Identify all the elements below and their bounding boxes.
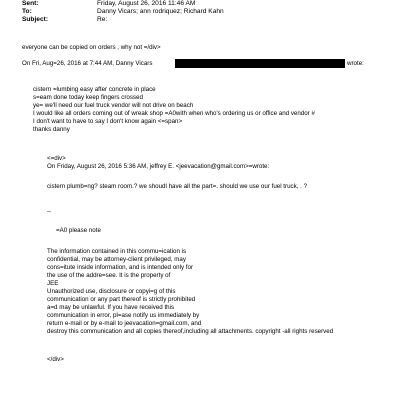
- disclaimer-line-8: a=d may be unlawful. If you have received this: [47, 304, 175, 311]
- jeff-intro: On Friday, August 26, 2016 5:36 AM, jeffrey E. <jeevacation@gmail.com>=wrote:: [47, 163, 270, 170]
- disclaimer-line-6: Unauthorized use, disclosure or copyi=g of this: [47, 288, 176, 295]
- disclaimer-line-3: cons=itute inside information, and is intended only for: [47, 264, 194, 271]
- closing-div: </div>: [47, 356, 64, 363]
- sent-row: [22, 0, 195, 8]
- sent-value: Friday, August 26, 2016 11:46 AM: [97, 0, 196, 7]
- disclaimer-line-4: the use of the addre=see. It is the property of: [47, 272, 171, 279]
- to-label: To:: [22, 8, 32, 15]
- disclaimer-line-5: JEE: [47, 280, 59, 287]
- div-tag: <=div>: [47, 155, 66, 162]
- redaction-bar: [175, 59, 345, 68]
- to-row: [22, 8, 224, 16]
- danny-line-6: thanks danny: [33, 126, 70, 133]
- subject-value: Re:: [97, 16, 108, 23]
- danny-line-4: I would like all orders coming out of wreak shop =A0with when who's ordering us or office and vendor #: [33, 110, 315, 117]
- danny-line-1: cistern =lumbing easy after concrete in place: [33, 86, 156, 93]
- disclaimer-line-10: return e-mail or by e-mail to jeevacation=gmail.com, and: [47, 320, 202, 327]
- body-line-copied: everyone can be copied on orders , why not =/div>: [22, 44, 161, 51]
- subject-row: [22, 16, 107, 24]
- danny-line-5: I don't want to have to say I don't know again <=span>: [33, 118, 183, 125]
- reply-intro-start: On Fri, Aug=26, 2016 at 7:44 AM, Danny Vicars: [22, 60, 153, 67]
- to-value: Danny Vicars; ann rodriquez; Richard Kahn: [97, 8, 224, 15]
- danny-line-2: s=eam done today keep fingers crossed: [33, 94, 143, 101]
- disclaimer-line-11: destroy this communication and all copies thereof,including all attachments. copyright -all rights reserved: [47, 328, 334, 335]
- subject-label: Subject:: [22, 16, 49, 23]
- sent-label: Sent:: [22, 0, 39, 7]
- please-note: =A0 please note: [56, 227, 101, 234]
- danny-line-3: ye= we'll need our fuel truck vendor will not drive on beach: [33, 102, 194, 109]
- disclaimer-line-9: communication in error, pl=ase notify us immediately by: [47, 312, 200, 319]
- disclaimer-line-7: communication or any part thereof is strictly prohibited: [47, 296, 196, 303]
- dash-line: --: [47, 208, 52, 215]
- jeff-question: cistern plumb=ng? steam room.? we shoudl have all the part=. should we use our fuel truck, . ?: [47, 183, 308, 190]
- reply-intro-end: wrote:: [347, 60, 364, 67]
- disclaimer-line-1: The information contained in this commu=ication is: [47, 248, 187, 255]
- disclaimer-line-2: confidential, may be attorney-client privileged, may: [47, 256, 186, 263]
